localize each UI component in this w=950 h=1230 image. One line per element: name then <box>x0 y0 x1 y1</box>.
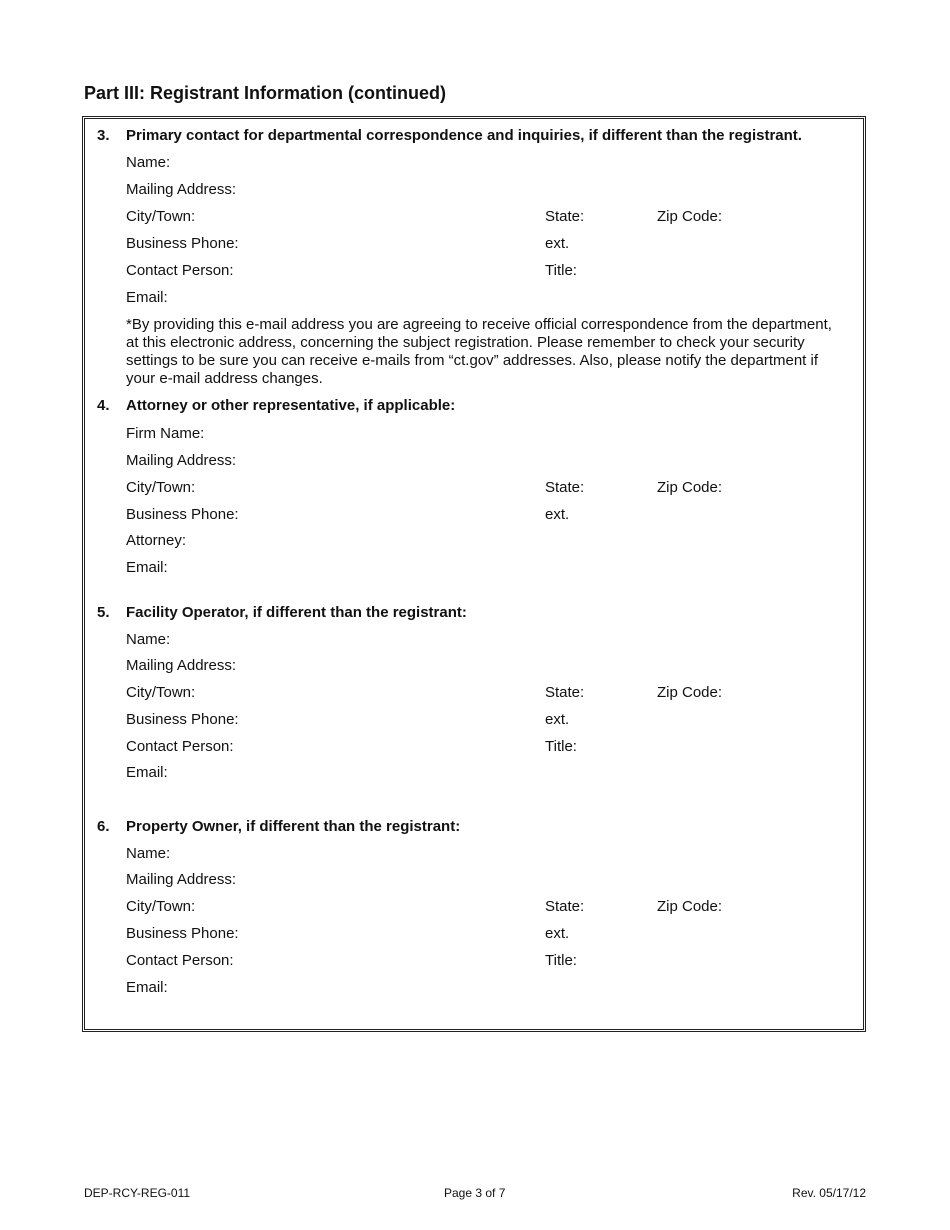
state-label: State: <box>545 479 585 496</box>
title-label: Title: <box>545 738 577 755</box>
contact-person-label: Contact Person: <box>126 952 234 969</box>
firm-name-label: Firm Name: <box>126 425 205 442</box>
zip-code-label: Zip Code: <box>657 684 723 701</box>
business-phone-label: Business Phone: <box>126 711 239 728</box>
section-number: 4. <box>97 397 110 414</box>
contact-person-label: Contact Person: <box>126 738 234 755</box>
revision-date: Rev. 05/17/12 <box>792 1186 866 1200</box>
ext-label: ext. <box>545 235 570 252</box>
mailing-address-label: Mailing Address: <box>126 452 237 469</box>
mailing-address-label: Mailing Address: <box>126 871 237 888</box>
section-heading: Primary contact for departmental correspondence and inquiries, if different than the registrant. <box>126 127 802 144</box>
city-town-label: City/Town: <box>126 684 196 701</box>
name-label: Name: <box>126 845 171 862</box>
zip-code-label: Zip Code: <box>657 479 723 496</box>
city-town-label: City/Town: <box>126 208 196 225</box>
email-consent-note: *By providing this e-mail address you are agreeing to receive official correspondence from the department, at this electronic address, concerning the subject registration. Please remember to check your security settings to be sure you can receive e-mails from “ct.gov” addresses. Also, please notify the department if your e-mail address changes. <box>126 316 832 387</box>
title-label: Title: <box>545 952 577 969</box>
section-heading: Facility Operator, if different than the registrant: <box>126 604 467 621</box>
state-label: State: <box>545 898 585 915</box>
business-phone-label: Business Phone: <box>126 925 239 942</box>
section-number: 5. <box>97 604 110 621</box>
contact-person-label: Contact Person: <box>126 262 234 279</box>
section-heading: Attorney or other representative, if applicable: <box>126 397 456 414</box>
state-label: State: <box>545 208 585 225</box>
name-label: Name: <box>126 631 171 648</box>
page-number: Page 3 of 7 <box>444 1186 506 1200</box>
city-town-label: City/Town: <box>126 898 196 915</box>
zip-code-label: Zip Code: <box>657 208 723 225</box>
business-phone-label: Business Phone: <box>126 506 239 523</box>
part-title: Part III: Registrant Information (continued) <box>84 83 447 103</box>
ext-label: ext. <box>545 506 570 523</box>
form-box <box>82 116 866 1032</box>
email-label: Email: <box>126 289 168 306</box>
email-label: Email: <box>126 764 168 781</box>
section-number: 3. <box>97 127 110 144</box>
zip-code-label: Zip Code: <box>657 898 723 915</box>
ext-label: ext. <box>545 925 570 942</box>
business-phone-label: Business Phone: <box>126 235 239 252</box>
email-label: Email: <box>126 559 168 576</box>
ext-label: ext. <box>545 711 570 728</box>
mailing-address-label: Mailing Address: <box>126 657 237 674</box>
attorney-label: Attorney: <box>126 532 187 549</box>
title-label: Title: <box>545 262 577 279</box>
state-label: State: <box>545 684 585 701</box>
section-number: 6. <box>97 818 110 835</box>
city-town-label: City/Town: <box>126 479 196 496</box>
form-id: DEP-RCY-REG-011 <box>84 1186 191 1200</box>
email-label: Email: <box>126 979 168 996</box>
section-heading: Property Owner, if different than the registrant: <box>126 818 461 835</box>
mailing-address-label: Mailing Address: <box>126 181 237 198</box>
name-label: Name: <box>126 154 171 171</box>
